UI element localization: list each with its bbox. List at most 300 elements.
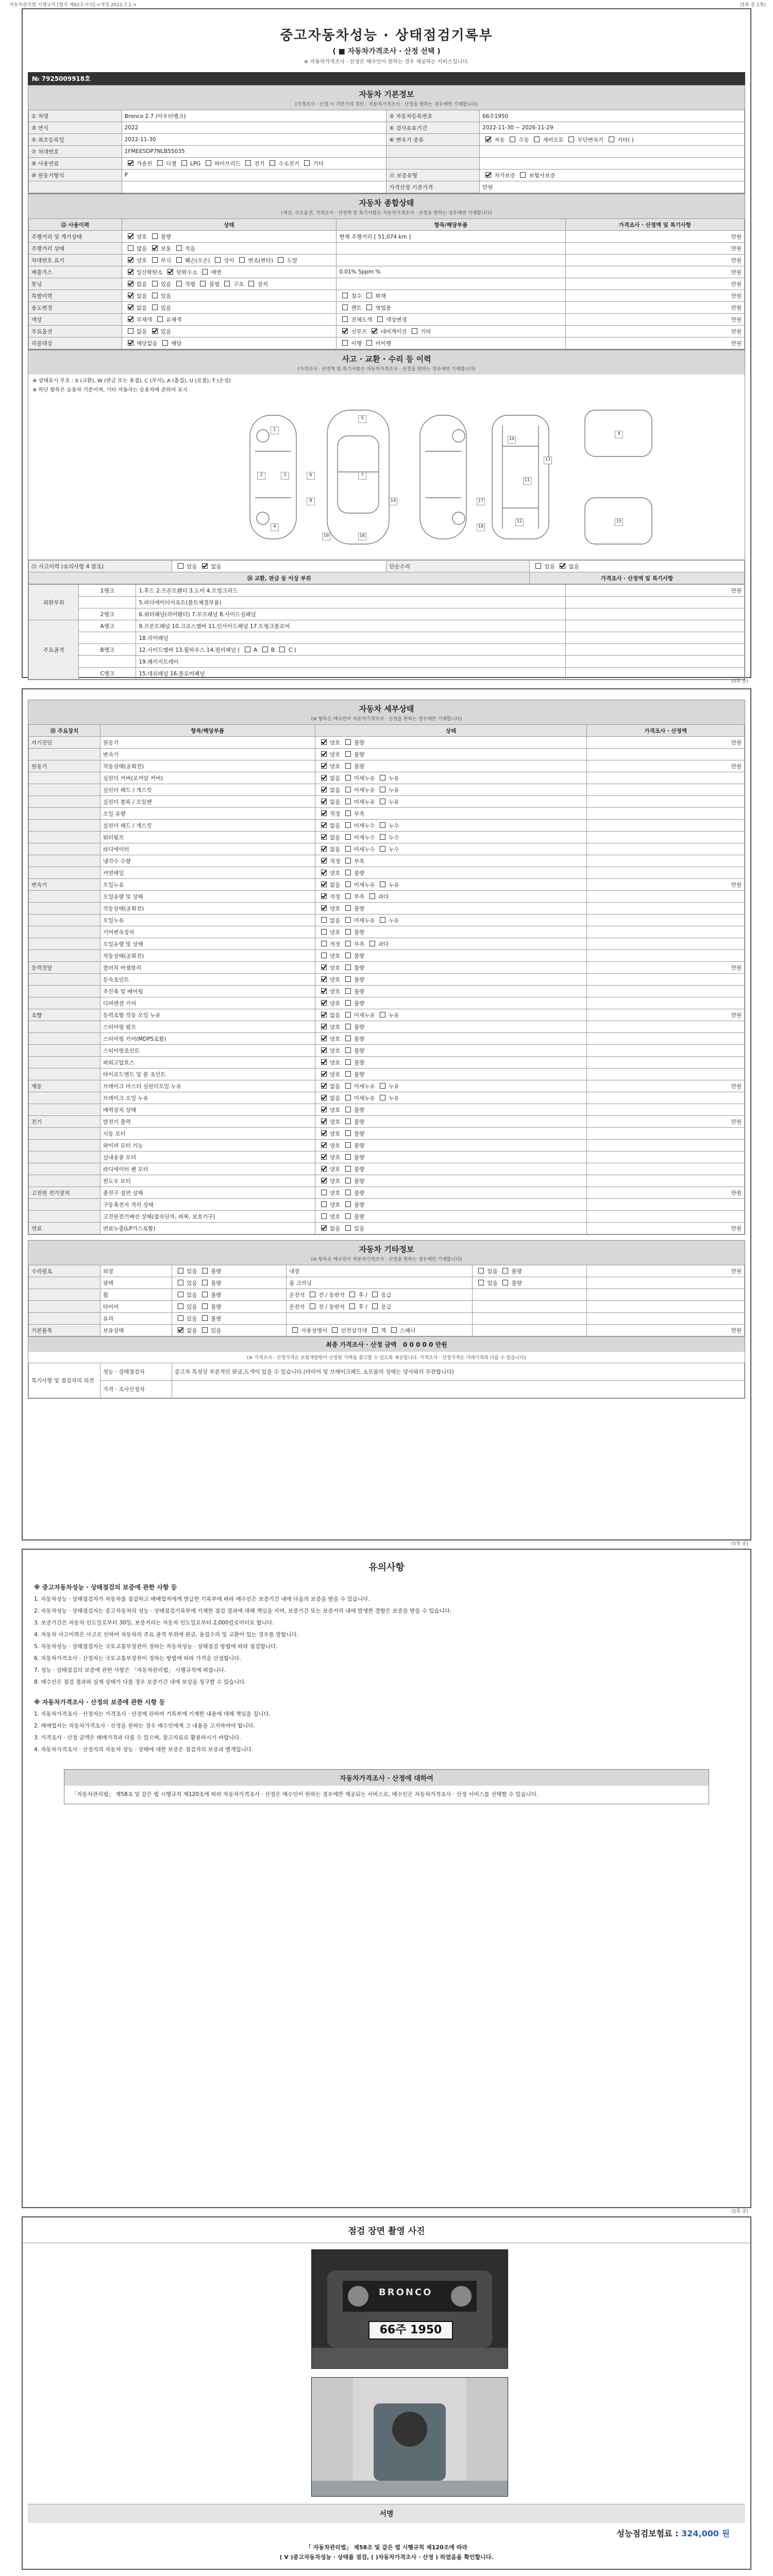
- other-row: [29, 1277, 745, 1289]
- checkbox-unchecked: [380, 882, 385, 887]
- detail-status: 양호 불량: [315, 749, 587, 760]
- checkbox-unchecked: [391, 1327, 397, 1333]
- detail-status: 양호 불량: [315, 1033, 587, 1045]
- checkbox-unchecked: [345, 775, 351, 781]
- checkbox-unchecked: [345, 1036, 351, 1041]
- caution-item: 5. 자동차성능 · 상태점검자는 국토교통부장관이 정하는 자동차성능 · 상태점검 방법에 따라 점검합니다.: [34, 1643, 278, 1650]
- checkbox-unchecked: [345, 1118, 351, 1124]
- detail-part: 작동상태(공회전): [100, 760, 315, 772]
- detail-device: [29, 855, 100, 867]
- detail-device: [29, 1211, 100, 1223]
- detail-price: [587, 1104, 745, 1116]
- detail-status: 없음 미세누수 누수: [315, 843, 587, 855]
- detail-row: [29, 903, 745, 914]
- overall-part: 0.01% 5ppm %: [337, 266, 565, 278]
- detail-price: [587, 772, 745, 784]
- basic-info-label: ④ 검사유효기간: [386, 122, 480, 134]
- rank-parts: 9.프론트패널 10.크로스멤버 11.인사이드패널 17.트렁크플로어: [136, 620, 565, 632]
- detail-row: [29, 808, 745, 820]
- detail-status: 적정 부족 과다: [315, 938, 587, 950]
- rank-parts: 12.사이드멤버 13.휠하우스 14.필러패널 ( A B C ): [136, 644, 565, 656]
- detail-price: [587, 832, 745, 843]
- other-cell: 만원: [587, 1265, 745, 1277]
- checkbox-unchecked: [345, 751, 351, 757]
- other-cell: [587, 1313, 745, 1325]
- checkbox-unchecked: [202, 1303, 208, 1309]
- rank-price: [565, 668, 744, 680]
- overall-price: 만원: [565, 266, 744, 278]
- checkbox-unchecked: [304, 160, 310, 166]
- checkbox-unchecked: [321, 941, 327, 946]
- detail-device: [29, 1069, 100, 1080]
- caution-heading-2: ※ 자동차가격조사 · 산정의 보증에 관한 사항 등: [34, 1699, 165, 1706]
- detail-part: 실린더 커버(로커암 커버): [100, 772, 315, 784]
- special-inspector-label: 성능 · 상태점검자: [100, 1363, 172, 1381]
- other-cell: [587, 1301, 745, 1313]
- rank-label: B랭크: [79, 644, 136, 656]
- checkbox-unchecked: [202, 1315, 208, 1321]
- overall-row: [29, 302, 745, 314]
- rank-parts: 1.후드 2.프론트휀더 3.도어 4.트렁크리드: [136, 585, 565, 597]
- checkbox-unchecked: [380, 1095, 385, 1100]
- checkbox-checked: [321, 1107, 327, 1112]
- detail-part: 오일 유량: [100, 808, 315, 820]
- checkbox-unchecked: [215, 257, 221, 263]
- checkbox-unchecked: [345, 905, 351, 911]
- special-appraiser-label: 가격 · 조사산정자: [100, 1381, 172, 1398]
- checkbox-unchecked: [321, 1190, 327, 1195]
- rank-row: [29, 620, 745, 632]
- basic-info-row: [29, 134, 745, 146]
- checkbox-unchecked: [128, 328, 133, 334]
- checkbox-checked: [321, 775, 327, 781]
- part-number-box: 18: [477, 523, 485, 531]
- checkbox-checked: [321, 893, 327, 899]
- checkbox-unchecked: [478, 1268, 484, 1274]
- checkbox-unchecked: [609, 137, 614, 142]
- overall-status: 없음 있음: [122, 290, 337, 302]
- detail-status: 적정 부족: [315, 855, 587, 867]
- checkbox-checked: [128, 269, 133, 275]
- checkbox-unchecked: [345, 1178, 351, 1183]
- checkbox-checked: [167, 269, 173, 275]
- checkbox-unchecked: [345, 1142, 351, 1148]
- detail-header-cell: 가격조사 · 산정액: [587, 725, 745, 737]
- checkbox-checked: [128, 160, 133, 166]
- detail-price: [587, 1033, 745, 1045]
- detail-part: 브레이크 오일 누유: [100, 1092, 315, 1104]
- part-number-box: 1: [271, 427, 279, 434]
- checkbox-checked: [128, 281, 133, 286]
- other-cell: 유리: [100, 1313, 172, 1325]
- overall-item: 색상: [29, 314, 122, 326]
- detail-part: 작동상태(공회전): [100, 903, 315, 914]
- overall-part: [337, 243, 565, 255]
- checkbox-unchecked: [245, 647, 250, 652]
- detail-price: [587, 950, 745, 962]
- document-subtitle: ( ■ 자동차가격조사 · 산정 선택 ): [332, 47, 441, 56]
- overall-status: 해당없음 해당: [122, 337, 337, 349]
- page-2: [22, 688, 751, 1547]
- checkbox-checked: [152, 245, 158, 251]
- overall-status: 많음 보통 적음: [122, 243, 337, 255]
- detail-price: [587, 843, 745, 855]
- overall-row: [29, 231, 745, 243]
- rank-price: 만원: [565, 585, 744, 597]
- overall-price: 만원: [565, 231, 744, 243]
- sign-title: 서명: [28, 2504, 745, 2523]
- caution-item: 2. 매매업자는 자동차가격조사 · 산정을 원하는 경우 매수인에게 그 내용을 고지하여야 합니다.: [34, 1723, 255, 1729]
- rank-row: [29, 656, 745, 668]
- checkbox-unchecked: [345, 870, 351, 875]
- detail-part: 발전기 출력: [100, 1116, 315, 1128]
- basic-info-label: [29, 181, 122, 193]
- detail-status: 양호 불량: [315, 1211, 587, 1223]
- checkbox-unchecked: [176, 245, 182, 251]
- checkbox-unchecked: [345, 1000, 351, 1006]
- overall-status: 무채색 유채색: [122, 314, 337, 326]
- checkbox-unchecked: [321, 917, 327, 923]
- detail-part: 라디에이터: [100, 843, 315, 855]
- checkbox-checked: [560, 563, 565, 569]
- caution-item: 1. 자동차가격조사 · 산정자는 가격조사 · 산정에 관하여 기록부에 기재한 내용에 대해 책임을 집니다.: [34, 1711, 271, 1717]
- checkbox-unchecked: [178, 1280, 183, 1285]
- detail-price: 만원: [587, 1080, 745, 1092]
- checkbox-unchecked: [321, 929, 327, 935]
- detail-device: [29, 867, 100, 879]
- part-number-box: 5: [358, 415, 366, 423]
- detail-status: 없음 미세누유 누유: [315, 772, 587, 784]
- detail-status: 없음 미세누수 누수: [315, 832, 587, 843]
- detail-price: 만원: [587, 962, 745, 974]
- detail-device: [29, 903, 100, 914]
- caution-item: 1. 자동차성능 · 상태점검자가 자동차를 점검하고 매매업자에게 발급한 기록부에 따라 매수인은 보증기간 내에 다음의 보증을 받을 수 있습니다.: [34, 1596, 370, 1602]
- detail-part: 오일유량 및 상태: [100, 891, 315, 903]
- checkbox-unchecked: [345, 763, 351, 769]
- detail-device: [29, 974, 100, 986]
- part-header-price: 가격조사 · 산정액 및 특기사항: [530, 572, 745, 584]
- checkbox-unchecked: [345, 739, 351, 745]
- rank-label: [79, 656, 136, 668]
- checkbox-checked: [321, 988, 327, 994]
- detail-part: 와이퍼 모터 기능: [100, 1140, 315, 1151]
- part-number-box: 17: [477, 498, 485, 505]
- checkbox-unchecked: [349, 1292, 355, 1297]
- checkbox-unchecked: [372, 1303, 378, 1309]
- detail-price: [587, 1199, 745, 1211]
- document-title: 중고자동차성능 · 상태점검기록부: [280, 28, 493, 43]
- accident-legend: ※ 상태표시 부호 : X (교환), W (판금 또는 용접), C (부식), A (흠집), U (요철), T (손상): [32, 378, 231, 384]
- checkbox-unchecked: [152, 233, 158, 239]
- overall-item: 주행거리 상태: [29, 243, 122, 255]
- checkbox-unchecked: [380, 787, 385, 792]
- car-right-side-outline: [420, 415, 466, 539]
- overall-part: 현재 주행거리 [ 51,074 km ]: [337, 231, 565, 243]
- checkbox-unchecked: [321, 1213, 327, 1219]
- caution-box-text: 「자동차관리법」 제58조 및 같은 법 시행규칙 제120조에 따라 자동차가격조사 · 산정은 매수인이 원하는 경우에만 제공되는 서비스로, 매수인은 자동차가격조사 · 산정 서비스를 선택할 수 있습니다.: [72, 1791, 539, 1798]
- overall-item: 주행거리 및 계기상태: [29, 231, 122, 243]
- detail-device: [29, 1021, 100, 1033]
- checkbox-unchecked: [345, 1154, 351, 1160]
- basic-info-row: [29, 170, 745, 181]
- checkbox-unchecked: [342, 293, 348, 298]
- detail-part: 브레이크 마스터 실린더오일 누유: [100, 1080, 315, 1092]
- detail-row: [29, 1045, 745, 1057]
- detail-row: [29, 1199, 745, 1211]
- checkbox-unchecked: [510, 137, 515, 142]
- checkbox-unchecked: [372, 1292, 378, 1297]
- checkbox-unchecked: [345, 1107, 351, 1112]
- detail-part: 기어변속장치: [100, 926, 315, 938]
- detail-status: 양호 불량: [315, 760, 587, 772]
- checkbox-unchecked: [270, 160, 275, 166]
- detail-part: 워터펌프: [100, 832, 315, 843]
- detail-status: 양호 불량: [315, 997, 587, 1009]
- checkbox-unchecked: [162, 340, 168, 346]
- checkbox-checked: [321, 1154, 327, 1160]
- other-cell: 기본품목: [29, 1325, 100, 1336]
- checkbox-checked: [128, 316, 133, 322]
- checkbox-unchecked: [262, 647, 268, 652]
- detail-price: [587, 997, 745, 1009]
- detail-part: 추진축 및 베어링: [100, 986, 315, 997]
- part-number-box: 2: [257, 472, 265, 480]
- checkbox-checked: [321, 1130, 327, 1136]
- part-number-box: 4: [271, 523, 279, 531]
- accident-value: 있음 없음: [172, 561, 386, 572]
- basic-info-section: [28, 85, 745, 194]
- detail-part: 시동 모터: [100, 1128, 315, 1140]
- detail-device: [29, 772, 100, 784]
- special-inspector-text: 중고차 특성상 부분적인 판금,도색이 있을 수 있습니다.(타이어 및 브레이크패드 소모품의 상태는 당사와의 무관합니다): [172, 1363, 744, 1381]
- checkbox-checked: [321, 751, 327, 757]
- overall-price: 만원: [565, 302, 744, 314]
- checkbox-unchecked: [369, 893, 375, 899]
- special-appraiser-text: [172, 1381, 744, 1398]
- basic-info-label: ⑤ 최초등록일: [29, 134, 122, 146]
- checkbox-unchecked: [152, 281, 158, 286]
- checkbox-checked: [128, 340, 133, 346]
- checkbox-unchecked: [345, 810, 351, 816]
- detail-part: 구동축전지 격리 상태: [100, 1199, 315, 1211]
- checkbox-checked: [128, 293, 133, 298]
- part-number-box: 9: [615, 431, 623, 438]
- detail-row: [29, 1009, 745, 1021]
- checkbox-unchecked: [345, 893, 351, 899]
- basic-info-label: ⑩ 원동기형식: [29, 170, 122, 181]
- rank-price: [565, 656, 744, 668]
- checkbox-unchecked: [157, 316, 163, 322]
- checkbox-unchecked: [202, 269, 208, 275]
- checkbox-unchecked: [200, 281, 206, 286]
- detail-price: [587, 938, 745, 950]
- checkbox-unchecked: [380, 917, 385, 923]
- detail-price: [587, 1140, 745, 1151]
- checkbox-checked: [342, 328, 348, 334]
- checkbox-unchecked: [345, 1071, 351, 1077]
- checkbox-unchecked: [377, 316, 383, 322]
- overall-part: 이행 미이행: [337, 337, 565, 349]
- basic-info-row: [29, 146, 745, 158]
- checkbox-unchecked: [181, 160, 187, 166]
- detail-price: [587, 1069, 745, 1080]
- basic-info-label: ③ 연식: [29, 122, 122, 134]
- part-number-box: 12: [515, 518, 524, 526]
- caution-item: 4. 자동차 사고이력은 사고로 인하여 자동차의 주요 골격 부위에 판금, 용접수리 및 교환이 있는 경우를 말합니다.: [34, 1632, 299, 1638]
- other-title: 자동차 기타정보: [28, 1240, 745, 1256]
- checkbox-unchecked: [345, 929, 351, 935]
- checkbox-unchecked: [345, 1190, 351, 1195]
- basic-info-title: 자동차 기본정보: [28, 85, 745, 100]
- car-diagram: [28, 395, 745, 560]
- checkbox-checked: [321, 822, 327, 828]
- detail-price: [587, 1092, 745, 1104]
- checkbox-unchecked: [245, 160, 251, 166]
- detail-header-cell: 상태: [315, 725, 587, 737]
- detail-device: 조향: [29, 1009, 100, 1021]
- detail-row: [29, 832, 745, 843]
- checkbox-unchecked: [345, 917, 351, 923]
- detail-device: [29, 986, 100, 997]
- rank-label: [79, 597, 136, 608]
- detail-device: [29, 808, 100, 820]
- other-cell: 있음 불량: [172, 1289, 286, 1301]
- checkbox-unchecked: [202, 1327, 208, 1333]
- checkbox-checked: [321, 882, 327, 887]
- checkbox-unchecked: [152, 293, 158, 298]
- checkbox-unchecked: [292, 1327, 298, 1333]
- checkbox-checked: [321, 1083, 327, 1089]
- detail-row: [29, 1175, 745, 1187]
- other-cell: [29, 1301, 100, 1313]
- checkbox-checked: [321, 976, 327, 982]
- other-cell: 사용설명서 안전삼각대 잭 스패너: [287, 1325, 473, 1336]
- checkbox-unchecked: [345, 1012, 351, 1018]
- checkbox-unchecked: [310, 1303, 315, 1309]
- detail-part: 충전구 절연 상태: [100, 1187, 315, 1199]
- document-note: ※ 자동차가격조사 · 산정은 매수인이 원하는 경우 제공하는 서비스입니다.: [304, 59, 469, 65]
- detail-row: [29, 1163, 745, 1175]
- other-cell: 있음 불량: [172, 1301, 286, 1313]
- sign-section: [28, 2504, 745, 2561]
- other-cell: 있음 불량: [473, 1265, 587, 1277]
- detail-device: [29, 997, 100, 1009]
- basic-info-label: ⑦ 차대번호: [29, 146, 122, 158]
- checkbox-unchecked: [278, 257, 283, 263]
- other-row: [29, 1325, 745, 1336]
- overall-header-cell: 상태: [122, 219, 337, 231]
- checkbox-unchecked: [345, 964, 351, 970]
- other-cell: 운전석 전 / 동반석 후 / 응급: [287, 1289, 473, 1301]
- detail-row: [29, 737, 745, 749]
- other-cell: [587, 1277, 745, 1289]
- checkbox-unchecked: [178, 1292, 183, 1297]
- detail-price: [587, 820, 745, 832]
- detail-row: [29, 772, 745, 784]
- other-cell: 운전석 전 / 동반석 후 / 응급: [287, 1301, 473, 1313]
- insurance-fee-value: 324,000 원: [681, 2529, 730, 2538]
- checkbox-checked: [178, 1327, 183, 1333]
- checkbox-unchecked: [176, 281, 182, 286]
- checkbox-checked: [321, 1178, 327, 1183]
- checkbox-unchecked: [345, 941, 351, 946]
- caution-item: 4. 자동차가격조사 · 산정자의 자동차 성능 · 상태에 대한 보증은 점검자의 보증과 별개입니다.: [34, 1747, 254, 1753]
- detail-row: [29, 1069, 745, 1080]
- detail-status: 양호 불량: [315, 1104, 587, 1116]
- overall-price: 만원: [565, 326, 744, 337]
- final-price-value: 0 0 0 0 0 만원: [402, 1341, 447, 1348]
- detail-row: [29, 1033, 745, 1045]
- overall-status: 양호 불량: [122, 231, 337, 243]
- basic-info-value: Bronco 2.7 (아우터뱅크): [122, 110, 386, 122]
- overall-status: 없음 있음 적법 불법 구조 장치: [122, 278, 337, 290]
- rank-parts: 5.라디에이터서포트(볼트체결부품): [136, 597, 565, 608]
- detail-price: [587, 1057, 745, 1069]
- license-plate-front: 66주 1950: [368, 2321, 453, 2340]
- checkbox-unchecked: [224, 281, 230, 286]
- main-frame-label: 주요골격: [29, 620, 79, 680]
- checkbox-unchecked: [345, 834, 351, 840]
- detail-status: 적정 부족: [315, 808, 587, 820]
- basic-info-value: [480, 158, 745, 170]
- checkbox-unchecked: [345, 1083, 351, 1089]
- basic-info-label: ⑨ 사용연료: [29, 158, 122, 170]
- detail-price: [587, 1163, 745, 1175]
- basic-info-table: [28, 110, 745, 193]
- checkbox-checked: [321, 1024, 327, 1029]
- checkbox-unchecked: [534, 137, 540, 142]
- checkbox-unchecked: [239, 257, 245, 263]
- other-cell: [473, 1325, 587, 1336]
- detail-status: 양호 불량: [315, 1069, 587, 1080]
- detail-device: [29, 1199, 100, 1211]
- overall-status: 없음 있음: [122, 326, 337, 337]
- rank-price: [565, 632, 744, 644]
- checkbox-unchecked: [502, 1268, 508, 1274]
- checkbox-checked: [321, 1118, 327, 1124]
- checkbox-unchecked: [366, 340, 372, 346]
- overall-item: 주요옵션: [29, 326, 122, 337]
- detail-device: [29, 1104, 100, 1116]
- form-header: [0, 0, 773, 7]
- overall-row: [29, 326, 745, 337]
- detail-device: 원동기: [29, 760, 100, 772]
- accident-label: ⑬ 사고이력 (유의사항 4 참조): [29, 561, 172, 572]
- rear-photo-illustration: [312, 2378, 508, 2496]
- overall-part: 렌트 영업용: [337, 302, 565, 314]
- photos-title: 점검 장면 촬영 사진: [23, 2217, 750, 2243]
- detail-part: 윈도우 모터: [100, 1175, 315, 1187]
- other-cell: 내장: [287, 1265, 473, 1277]
- overall-price: 만원: [565, 255, 744, 266]
- other-section: [28, 1240, 745, 1399]
- basic-info-row: [29, 110, 745, 122]
- detail-price: [587, 867, 745, 879]
- checkbox-unchecked: [178, 1303, 183, 1309]
- checkbox-checked: [202, 563, 208, 569]
- part-number-box: 14: [389, 498, 397, 505]
- detail-price: 만원: [587, 1116, 745, 1128]
- checkbox-unchecked: [345, 787, 351, 792]
- detail-part: 냉각수 수량: [100, 855, 315, 867]
- checkbox-checked: [152, 328, 158, 334]
- basic-info-label: ⑥ 변속기 종류: [386, 134, 480, 146]
- checkbox-checked: [321, 739, 327, 745]
- overall-price: 만원: [565, 290, 744, 302]
- detail-part: 원동기: [100, 737, 315, 749]
- checkbox-unchecked: [412, 328, 417, 334]
- detail-section: [28, 700, 745, 1235]
